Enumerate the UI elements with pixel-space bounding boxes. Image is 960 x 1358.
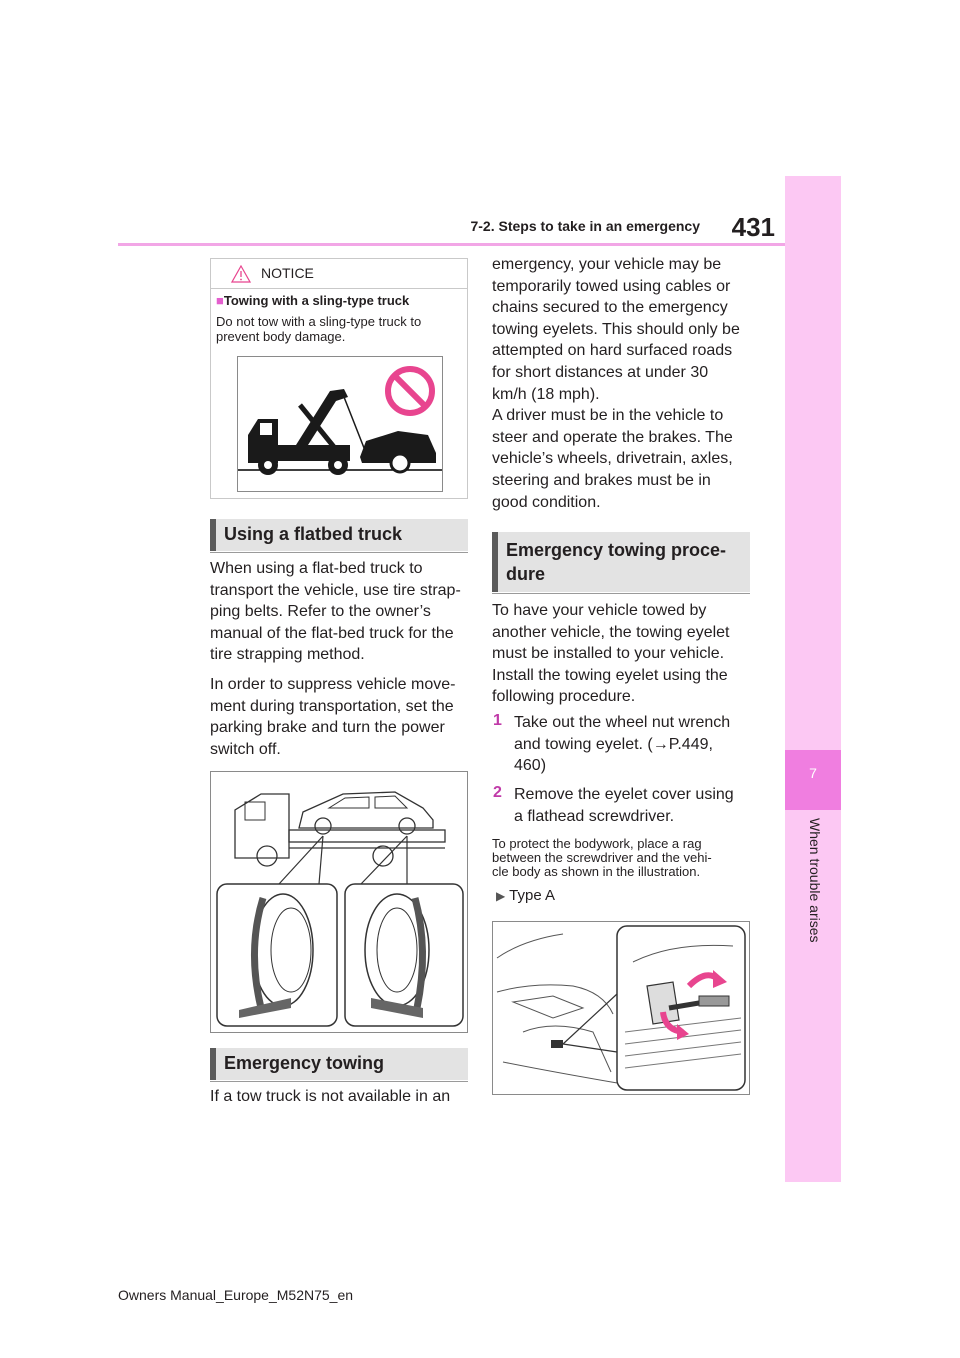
text-line: a flathead screwdriver. xyxy=(514,807,675,825)
sling-truck-drawing xyxy=(238,357,442,491)
chapter-number: 7 xyxy=(809,765,817,781)
text-line: km/h (18 mph). xyxy=(492,385,600,403)
text-line: chains secured to the emergency xyxy=(492,299,728,317)
text-line: In order to suppress vehicle move- xyxy=(210,676,456,693)
flatbed-heading: Using a flatbed truck xyxy=(210,519,468,551)
subheading-marker: ■ xyxy=(216,293,224,308)
text-line: ment during transportation, set the xyxy=(210,697,454,715)
step-text xyxy=(514,784,734,827)
text-line: attempted on hard surfaced roads xyxy=(492,342,733,360)
text-line: Remove the eyelet cover using xyxy=(514,786,734,803)
bodywork-note xyxy=(492,837,712,879)
type-a-label xyxy=(496,885,555,908)
header-rule xyxy=(118,243,785,246)
notice-subheading xyxy=(216,293,409,308)
procedure-heading-line: dure xyxy=(506,564,546,584)
text-line: To protect the bodywork, place a rag xyxy=(492,836,702,851)
step-number: 2 xyxy=(493,784,502,801)
step-number: 1 xyxy=(493,712,502,729)
text-line: good condition. xyxy=(492,493,601,511)
text-line: vehicle’s wheels, drivetrain, axles, xyxy=(492,450,733,468)
eyelet-cover-drawing xyxy=(493,922,749,1094)
emergency-towing-heading: Emergency towing xyxy=(210,1048,468,1080)
text-line: towing eyelets. This should only be xyxy=(492,320,740,338)
flatbed-paragraph-2 xyxy=(210,674,455,760)
text-line: steer and operate the brakes. The xyxy=(492,428,733,446)
text-line: temporarily towed using cables or xyxy=(492,277,731,295)
text-line: must be installed to your vehicle. xyxy=(492,645,725,663)
eyelet-cover-illustration xyxy=(492,921,750,1095)
text-line: cle body as shown in the illustration. xyxy=(492,864,701,879)
procedure-intro xyxy=(492,600,729,708)
text-line: steering and brakes must be in xyxy=(492,471,711,489)
emergency-towing-paragraph-cont xyxy=(492,254,740,513)
procedure-heading xyxy=(492,532,750,592)
notice-box xyxy=(210,258,468,499)
text-line: for short distances at under 30 xyxy=(492,363,709,381)
text-line: To have your vehicle towed by xyxy=(492,602,707,619)
procedure-heading-line: Emergency towing proce- xyxy=(506,540,727,560)
text-line: Install the towing eyelet using the xyxy=(492,666,728,684)
text-line: transport the vehicle, use tire strap- xyxy=(210,581,461,599)
text-line: following procedure. xyxy=(492,688,636,706)
notice-header xyxy=(211,259,467,289)
text-line: switch off. xyxy=(210,740,281,758)
text-line: A driver must be in the vehicle to xyxy=(492,407,724,425)
emergency-towing-paragraph-start: If a tow truck is not available in an xyxy=(210,1088,451,1105)
text-line: 460) xyxy=(514,757,547,775)
text-line: parking brake and turn the power xyxy=(210,719,445,737)
text-line: When using a flat-bed truck to xyxy=(210,560,423,577)
notice-title: NOTICE xyxy=(261,265,314,281)
text-line: manual of the flat-bed truck for the xyxy=(210,624,454,642)
sling-truck-illustration xyxy=(237,356,443,492)
text-line: between the screwdriver and the vehi- xyxy=(492,850,712,865)
text-line: tire strapping method. xyxy=(210,646,365,664)
text-line: and towing eyelet. (→P.449, xyxy=(514,735,713,753)
triangle-right-icon: ▶ xyxy=(496,889,506,903)
section-title: 7-2. Steps to take in an emergency xyxy=(470,218,700,234)
flatbed-drawing xyxy=(211,772,467,1032)
type-label-text: Type A xyxy=(509,887,556,904)
warning-triangle-icon xyxy=(231,265,251,283)
step-text xyxy=(514,712,730,777)
flatbed-paragraph-1 xyxy=(210,558,461,666)
text-line: ping belts. Refer to the owner’s xyxy=(210,603,431,621)
chapter-side-tab xyxy=(785,176,841,1182)
flatbed-strapping-illustration xyxy=(210,771,468,1033)
chapter-label: When trouble arises xyxy=(807,818,823,943)
text-line: emergency, your vehicle may be xyxy=(492,256,722,273)
notice-subheading-text: Towing with a sling-type truck xyxy=(223,293,410,308)
notice-text: Do not tow with a sling-type truck to prevent body damage. xyxy=(216,314,422,344)
footer-document-id: Owners Manual_Europe_M52N75_en xyxy=(118,1287,354,1303)
text-line: Take out the wheel nut wrench xyxy=(514,714,731,731)
text-line: another vehicle, the towing eyelet xyxy=(492,623,730,641)
page-number: 431 xyxy=(731,212,775,242)
